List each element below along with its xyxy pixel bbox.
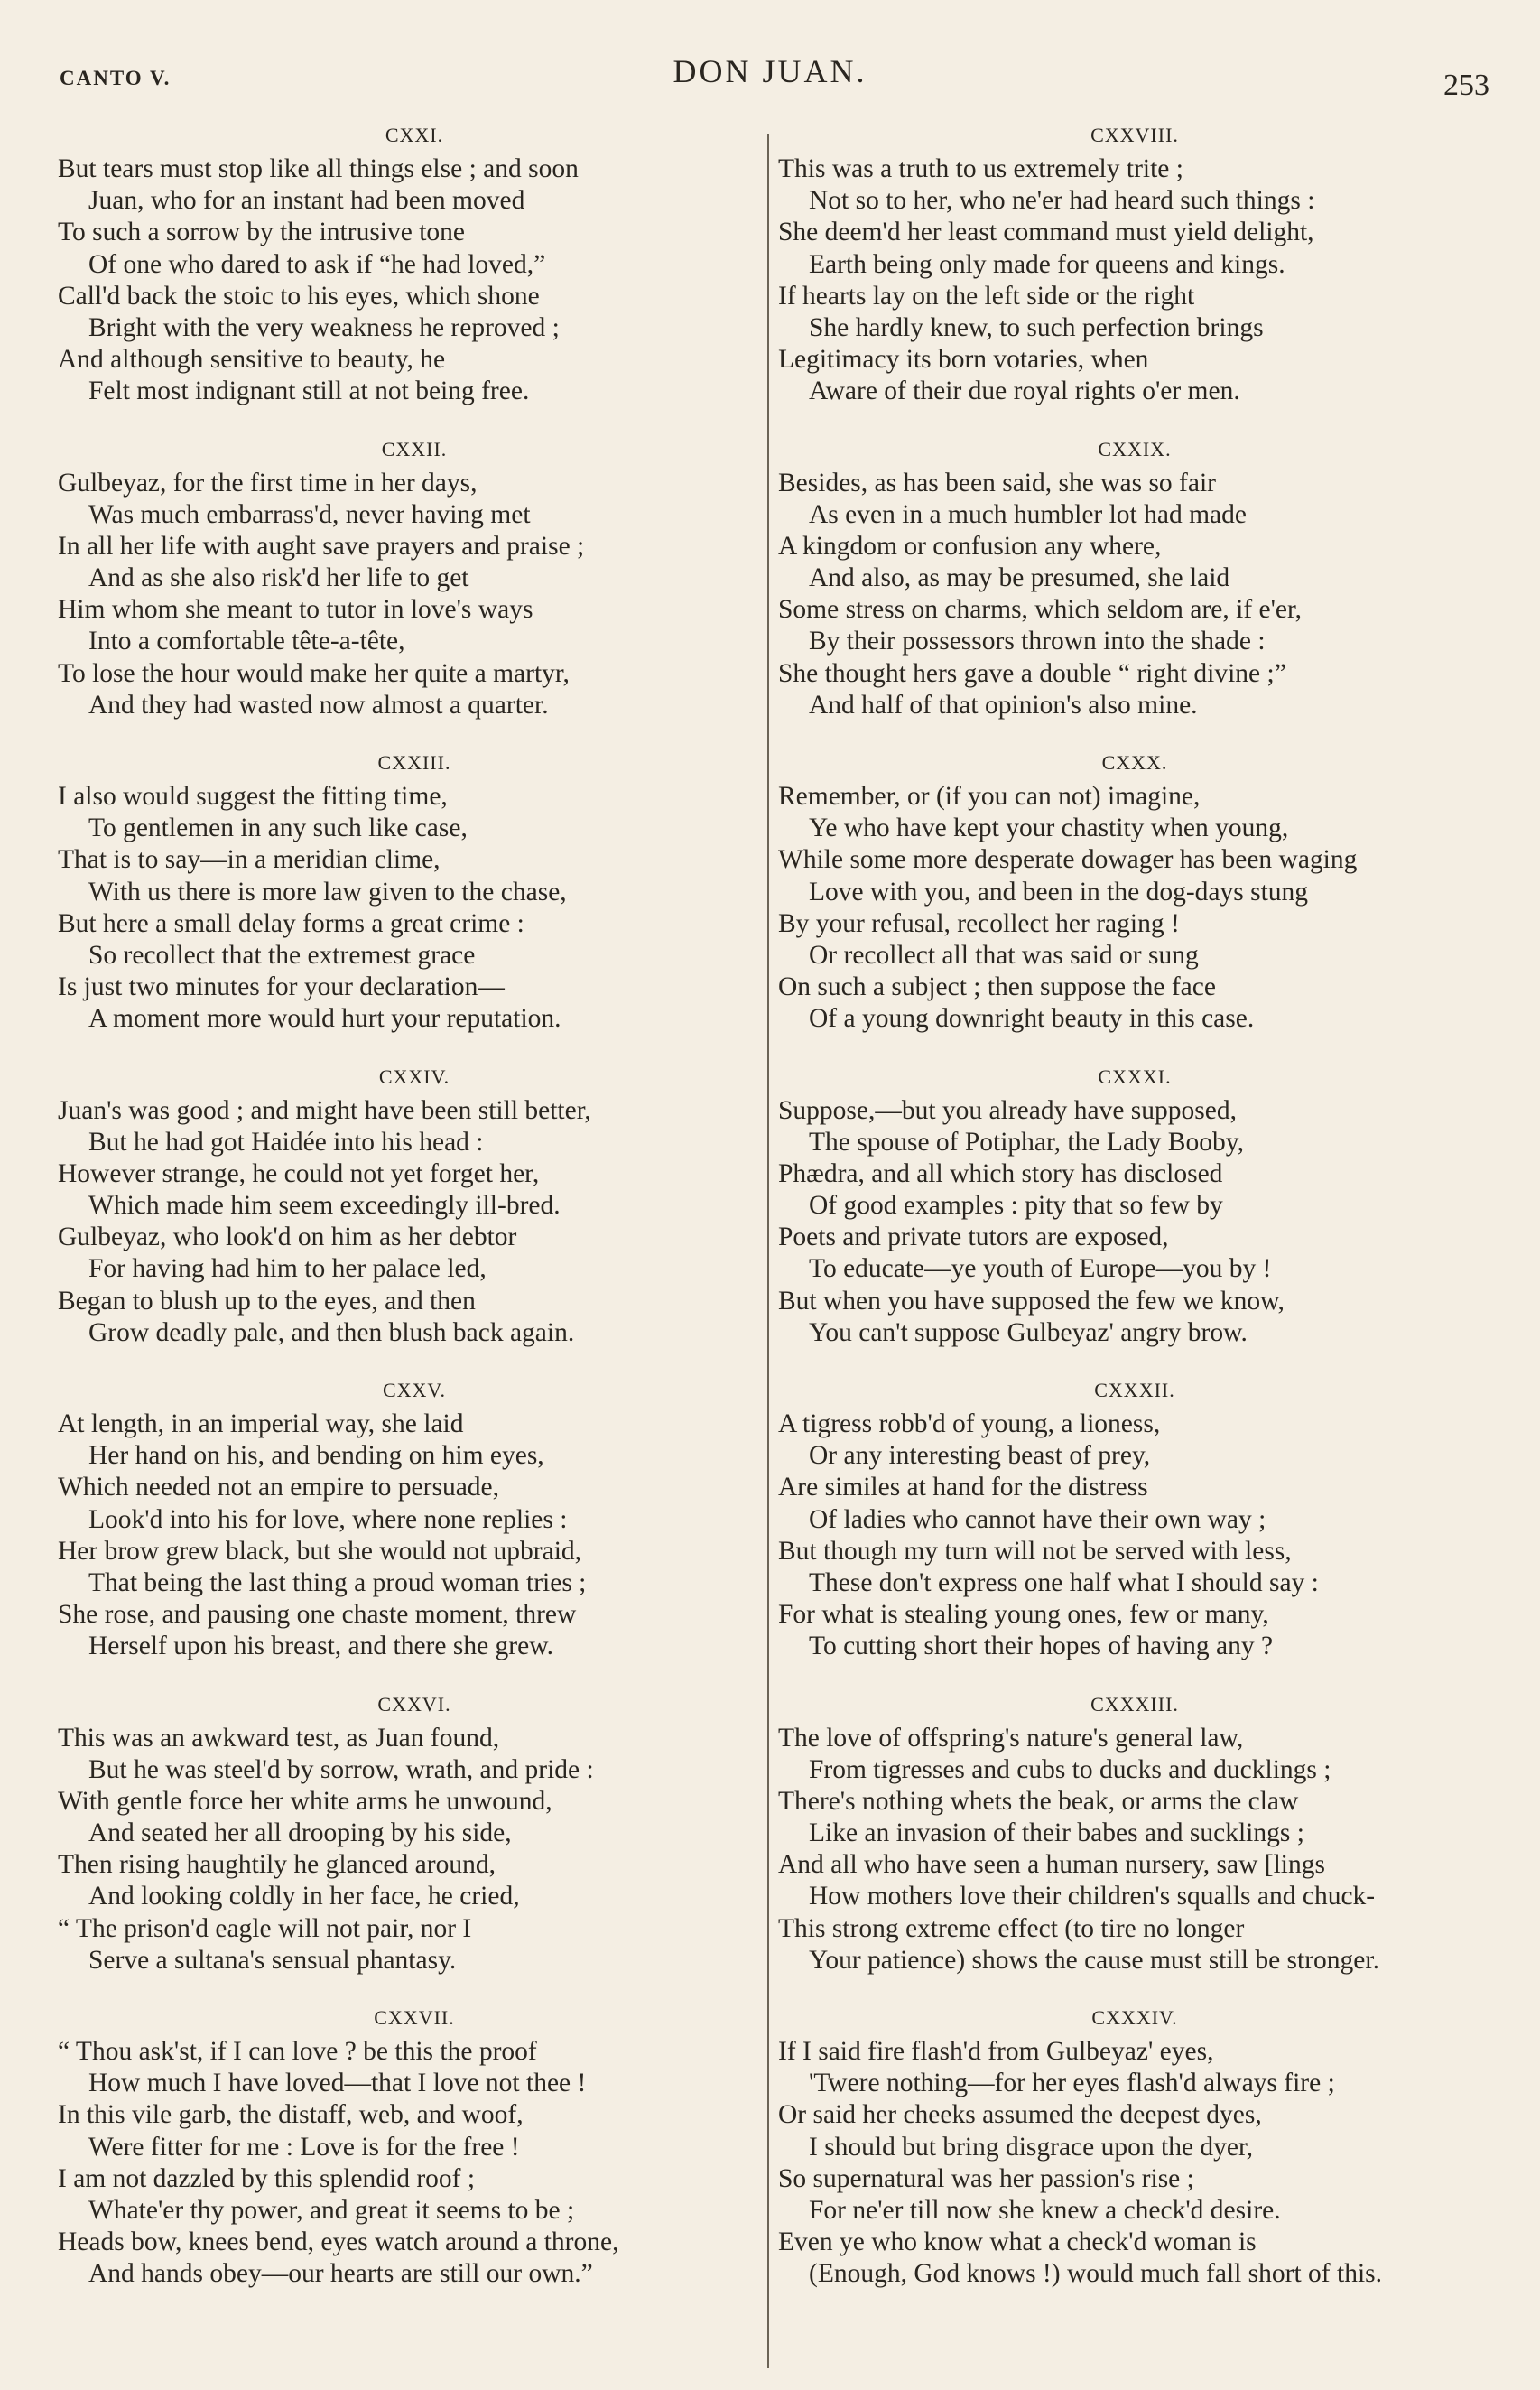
verse-line: But he had got Haidée into his head : xyxy=(88,1127,484,1157)
verse-line: I should but bring disgrace upon the dyer, xyxy=(809,2132,1254,2162)
verse-line: Her brow grew black, but she would not upbraid, xyxy=(58,1536,582,1566)
stanza-gap xyxy=(58,1036,771,1059)
verse-line: Call'd back the stoic to his eyes, which shone xyxy=(58,281,540,311)
verse-line: To educate—ye youth of Europe—you by ! xyxy=(809,1254,1272,1284)
left-column xyxy=(58,117,771,2291)
stanza-gap xyxy=(58,1663,771,1687)
stanza xyxy=(58,117,771,408)
verse-line: A tigress robb'd of young, a lioness, xyxy=(778,1409,1161,1438)
verse-line: Like an invasion of their babes and sucklings ; xyxy=(809,1818,1304,1848)
verse-line: I am not dazzled by this splendid roof ; xyxy=(58,2163,476,2193)
verse-line: Gulbeyaz, who look'd on him as her debtor xyxy=(58,1223,517,1252)
stanza-number: CXXIII. xyxy=(377,751,451,774)
verse-line: If I said fire flash'd from Gulbeyaz' eyes, xyxy=(778,2037,1214,2066)
verse-line: But though my turn will not be served with less, xyxy=(778,1536,1292,1566)
verse-line: Whate'er thy power, and great it seems to be ; xyxy=(88,2195,575,2225)
stanza-number: CXXX. xyxy=(1101,751,1168,774)
verse-line: Felt most indignant still at not being free. xyxy=(88,377,530,406)
verse-line: To lose the hour would make her quite a martyr, xyxy=(58,658,570,688)
verse-line: That is to say—in a meridian clime, xyxy=(58,845,441,875)
verse-line: She hardly knew, to such perfection brings xyxy=(809,312,1264,342)
verse-line: These don't express one half what I should say : xyxy=(809,1567,1319,1597)
stanza xyxy=(778,1687,1491,1977)
verse-line: Some stress on charms, which seldom are, if e'er, xyxy=(778,595,1303,625)
verse-line: Even ye who know what a check'd woman is xyxy=(778,2227,1257,2257)
stanza-number: CXXXIV. xyxy=(1091,2006,1178,2029)
verse-line: Earth being only made for queens and kings. xyxy=(809,249,1285,279)
verse-line: And also, as may be presumed, she laid xyxy=(809,563,1230,593)
stanza-gap xyxy=(778,1663,1491,1687)
verse-line: Legitimacy its born votaries, when xyxy=(778,345,1149,375)
verse-line: Him whom she meant to tutor in love's ways xyxy=(58,595,533,625)
verse-line: Of ladies who cannot have their own way ; xyxy=(809,1504,1266,1534)
verse-line: So recollect that the extremest grace xyxy=(88,940,476,970)
verse-line: In all her life with aught save prayers and praise ; xyxy=(58,531,585,561)
verse-line: Love with you, and been in the dog-days stung xyxy=(809,877,1309,907)
stanza-number: CXXII. xyxy=(381,437,448,460)
stanza-gap xyxy=(58,1976,771,2000)
verse-line: For ne'er till now she knew a check'd desire. xyxy=(809,2195,1281,2225)
stanza xyxy=(58,432,771,722)
verse-line: (Enough, God knows !) would much fall short of this. xyxy=(809,2259,1382,2289)
verse-line: Remember, or (if you can not) imagine, xyxy=(778,782,1201,811)
verse-line: By their possessors thrown into the shade : xyxy=(809,627,1266,656)
verse-line: Then rising haughtily he glanced around, xyxy=(58,1850,496,1880)
verse-line: And looking coldly in her face, he cried, xyxy=(88,1882,520,1911)
verse-line: By your refusal, recollect her raging ! xyxy=(778,908,1180,938)
stanza-gap xyxy=(778,1349,1491,1372)
verse-line: So supernatural was her passion's rise ; xyxy=(778,2163,1194,2193)
verse-line: At length, in an imperial way, she laid xyxy=(58,1409,464,1438)
stanza xyxy=(58,745,771,1036)
verse-line: Poets and private tutors are exposed, xyxy=(778,1223,1169,1252)
verse-line: This was a truth to us extremely trite ; xyxy=(778,154,1183,183)
verse-line: However strange, he could not yet forget her, xyxy=(58,1158,540,1188)
stanza-gap xyxy=(778,1976,1491,2000)
verse-line: From tigresses and cubs to ducks and ducklings ; xyxy=(809,1754,1331,1784)
verse-line: While some more desperate dowager has been waging xyxy=(778,845,1358,875)
verse-line: Bright with the very weakness he reproved ; xyxy=(88,312,560,342)
verse-line: She thought hers gave a double “ right divine ;” xyxy=(778,658,1286,688)
verse-line: And hands obey—our hearts are still our own.” xyxy=(88,2259,593,2289)
verse-line: The spouse of Potiphar, the Lady Booby, xyxy=(809,1127,1244,1157)
verse-line: To such a sorrow by the intrusive tone xyxy=(58,218,465,247)
verse-line: I also would suggest the fitting time, xyxy=(58,782,448,811)
right-column xyxy=(778,117,1491,2291)
stanza xyxy=(58,1059,771,1350)
verse-line: Began to blush up to the eyes, and then xyxy=(58,1286,476,1316)
verse-line: And seated her all drooping by his side, xyxy=(88,1818,512,1848)
verse-line: Look'd into his for love, where none replies : xyxy=(88,1504,568,1534)
stanza xyxy=(58,2000,771,2291)
verse-line: Of a young downright beauty in this case. xyxy=(809,1004,1255,1034)
verse-line: Phædra, and all which story has disclosed xyxy=(778,1158,1223,1188)
verse-line: Into a comfortable tête-a-tête, xyxy=(88,627,405,656)
verse-line: Her hand on his, and bending on him eyes, xyxy=(88,1441,544,1471)
verse-line: Or recollect all that was said or sung xyxy=(809,940,1199,970)
verse-line: Which needed not an empire to persuade, xyxy=(58,1473,500,1502)
canto-label: CANTO V. xyxy=(60,67,172,89)
verse-line: In this vile garb, the distaff, web, and woof, xyxy=(58,2100,524,2130)
verse-line: With gentle force her white arms he unwound, xyxy=(58,1786,552,1816)
verse-line: That being the last thing a proud woman tries ; xyxy=(88,1567,587,1597)
verse-line: Herself upon his breast, and there she grew. xyxy=(88,1632,553,1661)
stanza-number: CXXVIII. xyxy=(1090,124,1179,146)
verse-line: And half of that opinion's also mine. xyxy=(809,690,1198,720)
stanza xyxy=(778,432,1491,722)
verse-line: “ Thou ask'st, if I can love ? be this the proof xyxy=(58,2037,537,2066)
verse-line: Of one who dared to ask if “he had loved,” xyxy=(88,249,546,279)
verse-line: Suppose,—but you already have supposed, xyxy=(778,1095,1237,1125)
verse-line: And as she also risk'd her life to get xyxy=(88,563,469,593)
verse-line: “ The prison'd eagle will not pair, nor I xyxy=(58,1913,472,1943)
stanza xyxy=(778,745,1491,1036)
stanza-number: CXXV. xyxy=(382,1379,446,1401)
verse-line: To gentlemen in any such like case, xyxy=(88,814,468,843)
verse-line: And they had wasted now almost a quarter. xyxy=(88,690,549,720)
verse-line: And all who have seen a human nursery, saw [lings xyxy=(778,1850,1325,1880)
verse-line: She deem'd her least command must yield delight, xyxy=(778,218,1314,247)
verse-line: And although sensitive to beauty, he xyxy=(58,345,446,375)
verse-line: Not so to her, who ne'er had heard such things : xyxy=(809,186,1315,216)
stanza-number: CXXIV. xyxy=(378,1065,450,1088)
verse-line: Is just two minutes for your declaration— xyxy=(58,972,505,1002)
verse-line: On such a subject ; then suppose the face xyxy=(778,972,1216,1002)
verse-line: Or said her cheeks assumed the deepest dyes, xyxy=(778,2100,1262,2130)
verse-line: This was an awkward test, as Juan found, xyxy=(58,1723,500,1753)
stanza-number: CXXXI. xyxy=(1098,1065,1172,1088)
stanza-number: CXXVI. xyxy=(377,1692,451,1716)
stanza-gap xyxy=(778,721,1491,745)
verse-line: For having had him to her palace led, xyxy=(88,1254,487,1284)
stanza-number: CXXXIII. xyxy=(1090,1692,1179,1716)
verse-line: 'Twere nothing—for her eyes flash'd always fire ; xyxy=(809,2069,1335,2098)
stanza xyxy=(778,2000,1491,2291)
verse-line: Grow deadly pale, and then blush back again. xyxy=(88,1317,575,1347)
verse-line: But here a small delay forms a great crime : xyxy=(58,908,524,938)
running-header xyxy=(0,47,1540,101)
verse-line: The love of offspring's nature's general law, xyxy=(778,1723,1244,1753)
verse-line: Or any interesting beast of prey, xyxy=(809,1441,1151,1471)
stanza xyxy=(778,1059,1491,1350)
verse-line: Serve a sultana's sensual phantasy. xyxy=(88,1945,457,1975)
stanza-number: CXXI. xyxy=(385,124,444,146)
verse-line: You can't suppose Gulbeyaz' angry brow. xyxy=(809,1317,1248,1347)
verse-line: Are similes at hand for the distress xyxy=(778,1473,1148,1502)
verse-line: If hearts lay on the left side or the right xyxy=(778,281,1195,311)
verse-line: A moment more would hurt your reputation. xyxy=(88,1004,561,1034)
stanza xyxy=(778,1372,1491,1663)
verse-line: Aware of their due royal rights o'er men. xyxy=(809,377,1240,406)
verse-line: But when you have supposed the few we know, xyxy=(778,1286,1285,1316)
verse-line: Was much embarrass'd, never having met xyxy=(88,499,531,529)
verse-line: Heads bow, knees bend, eyes watch around a throne, xyxy=(58,2227,619,2257)
verse-line: With us there is more law given to the chase, xyxy=(88,877,567,907)
stanza-gap xyxy=(58,721,771,745)
verse-line: How much I have loved—that I love not thee ! xyxy=(88,2069,587,2098)
verse-line: For what is stealing young ones, few or many, xyxy=(778,1600,1269,1630)
stanza-gap xyxy=(58,408,771,432)
page-number: 253 xyxy=(1443,69,1489,102)
stanza-number: CXXVII. xyxy=(374,2006,455,2029)
verse-line: This strong extreme effect (to tire no longer xyxy=(778,1913,1245,1943)
verse-line: But he was steel'd by sorrow, wrath, and pride : xyxy=(88,1754,594,1784)
verse-line: Gulbeyaz, for the first time in her days, xyxy=(58,468,478,498)
stanza-gap xyxy=(778,408,1491,432)
verse-line: But tears must stop like all things else ; and soon xyxy=(58,154,579,183)
verse-line: A kingdom or confusion any where, xyxy=(778,531,1162,561)
verse-line: Were fitter for me : Love is for the free ! xyxy=(88,2132,520,2162)
stanza-number: CXXXII. xyxy=(1094,1379,1175,1401)
verse-line: As even in a much humbler lot had made xyxy=(809,499,1247,529)
verse-line: There's nothing whets the beak, or arms the claw xyxy=(778,1786,1299,1816)
verse-line: Juan's was good ; and might have been still better, xyxy=(58,1095,591,1125)
stanza-gap xyxy=(58,1349,771,1372)
verse-line: Your patience) shows the cause must still be stronger. xyxy=(809,1945,1379,1975)
verse-line: Which made him seem exceedingly ill-bred. xyxy=(88,1191,561,1221)
verse-line: Juan, who for an instant had been moved xyxy=(88,186,525,216)
verse-line: Ye who have kept your chastity when young, xyxy=(809,814,1289,843)
verse-line: How mothers love their children's squalls and chuck- xyxy=(809,1882,1376,1911)
stanza xyxy=(58,1687,771,1977)
stanza xyxy=(58,1372,771,1663)
book-title: DON JUAN. xyxy=(673,53,867,89)
stanza xyxy=(778,117,1491,408)
verse-line: Of good examples : pity that so few by xyxy=(809,1191,1223,1221)
verse-line: To cutting short their hopes of having any ? xyxy=(809,1632,1274,1661)
verse-line: She rose, and pausing one chaste moment, threw xyxy=(58,1600,577,1630)
stanza-gap xyxy=(778,1036,1491,1059)
verse-line: Besides, as has been said, she was so fair xyxy=(778,468,1216,498)
stanza-number: CXXIX. xyxy=(1098,437,1172,460)
